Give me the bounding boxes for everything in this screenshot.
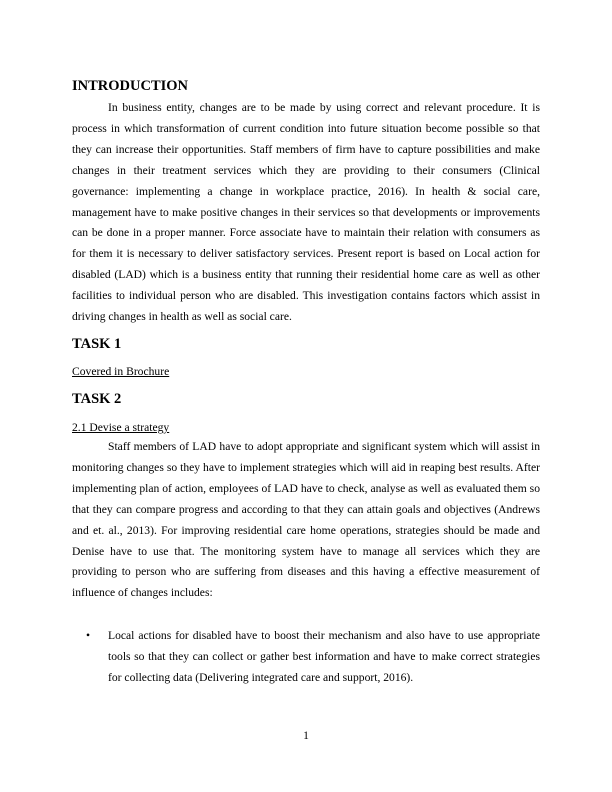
task2-paragraph: Staff members of LAD have to adopt appropriate and significant system which will assist in monitoring changes so they have to implement strategies which will aid in reaping best results. After implementing plan of action, employees of LAD have to check, analyse as well as evaluated them so that they can compare progress and according to that they can attain goals and objectives (Andrews and et. al., 2013). For improving residential care home operations, strategies should be made and Denise have to use that. The monitoring system have to manage all services which they are providing to person who are suffering from diseases and this having a effective measurement of influence of changes includes: — [72, 440, 540, 600]
page-number: 1 — [303, 729, 309, 742]
bullet-icon: • — [86, 629, 91, 642]
bullet-item: Local actions for disabled have to boost their mechanism and also have to use appropriate tools so that they can collect or gather best information and have to make correct strategies for collecting data (Delivering integrated care and support, 2016). — [108, 629, 540, 684]
task2-heading: TASK 2 — [72, 391, 122, 407]
introduction-paragraph: In business entity, changes are to be made by using correct and relevant procedure. It is process in which transformation of current condition into future situation become possible so that they can increase their opportunities. Staff members of firm have to capture possibilities and make changes in their treatment services which they are providing to their consumers (Clinical governance: implementing a change in workplace practice, 2016). In health & social care, management have to make positive changes in their services so that developments or improvements can be done in a proper manner. Force associate have to maintain their relation with consumers as for them it is necessary to deliver satisfactory services. Present report is based on Local action for disabled (LAD) which is a business entity that running their residential home care as well as other facilities to individual person who are disabled. This investigation contains factors which assist in driving changes in health as well as social care. — [72, 101, 540, 324]
task2-subheading: 2.1 Devise a strategy — [72, 421, 170, 434]
task1-heading: TASK 1 — [72, 336, 122, 352]
introduction-heading: INTRODUCTION — [72, 78, 189, 94]
task1-note: Covered in Brochure — [72, 365, 170, 378]
document-page — [72, 0, 540, 792]
